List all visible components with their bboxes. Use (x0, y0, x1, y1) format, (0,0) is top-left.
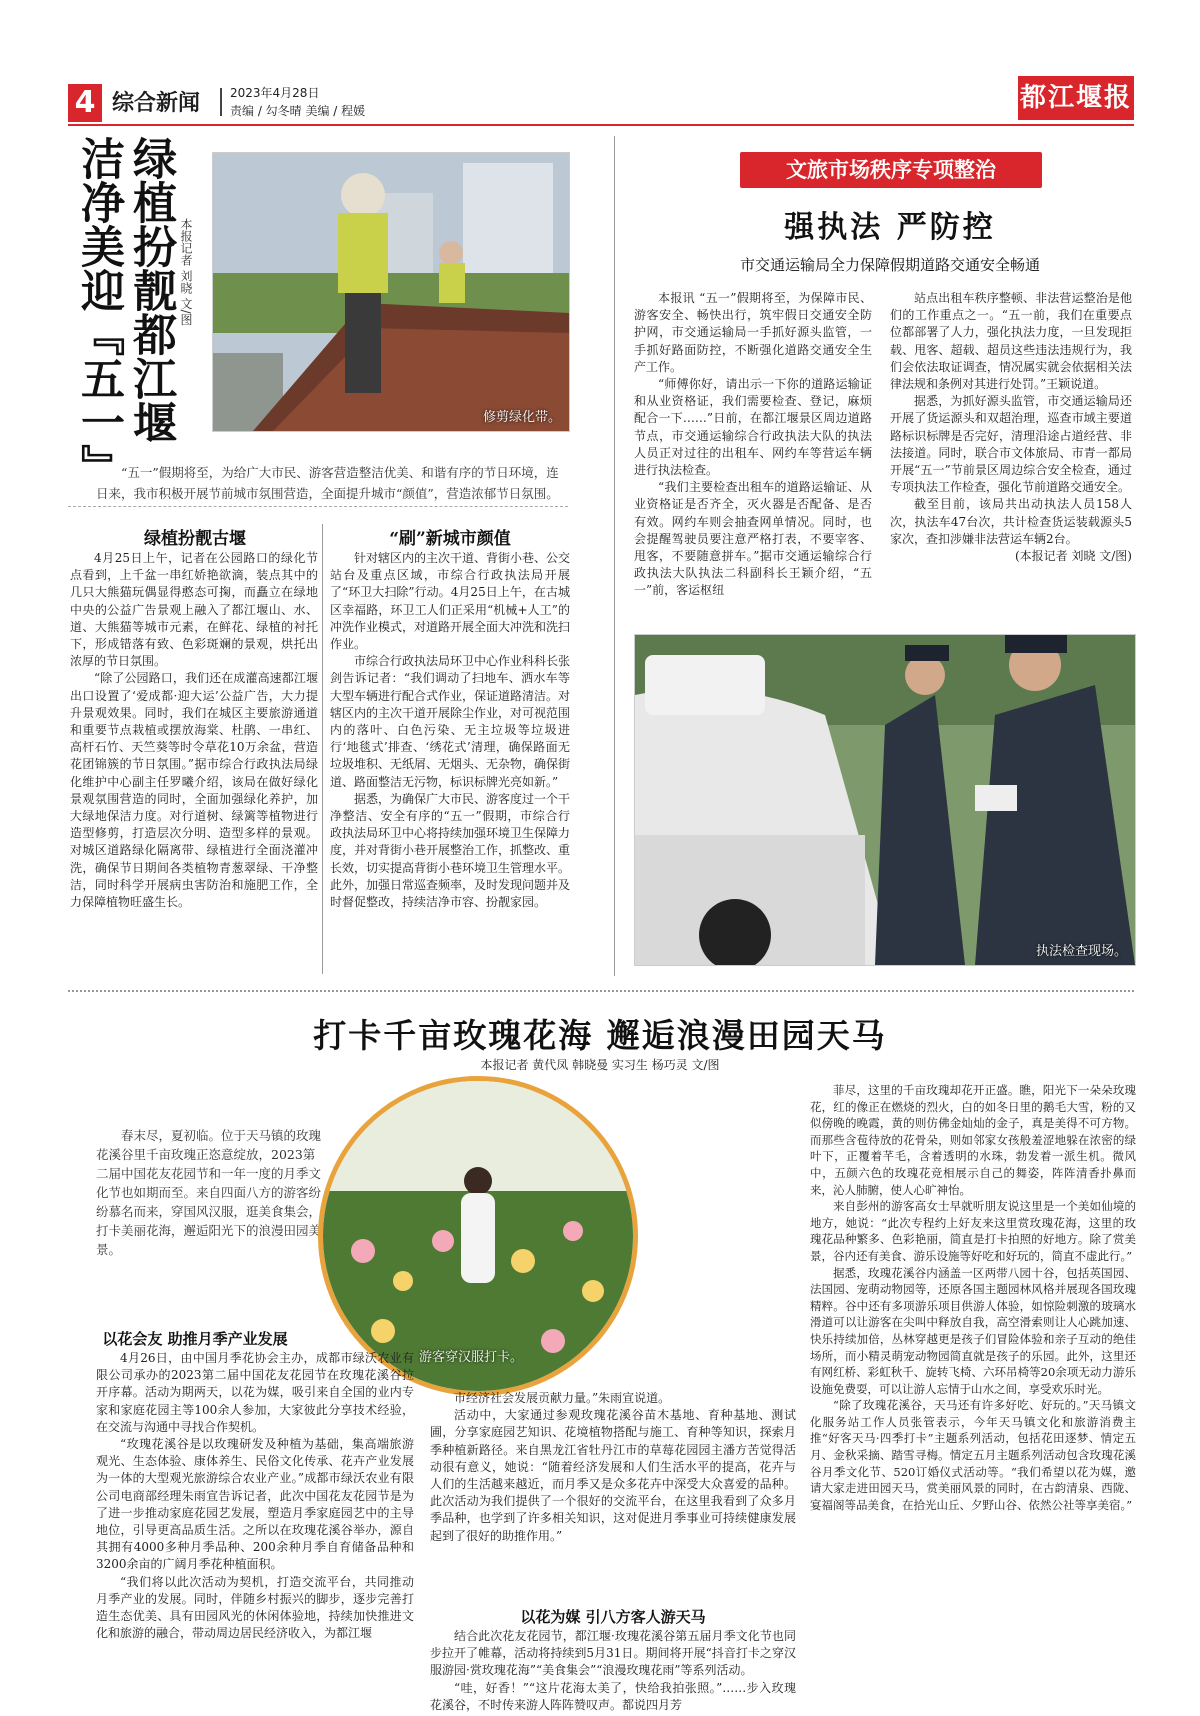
story3-byline: 本报记者 黄代凤 韩晓曼 实习生 杨巧灵 文/图 (480, 1058, 720, 1072)
story1-headline: 绿植扮靓都江堰 洁净美迎『五一』 (73, 136, 176, 488)
paragraph: 4月25日上午，记者在公园路口的绿化节点看到，上千盆一串红娇艳欲滴，装点其中的几只大熊猫玩偶显得憨态可掬，而矗立在绿地中央的公益广告景观上融入了都江堰山、水、道、大熊猫等城市元素，在鲜花、绿植的衬托下，形成错落有致、色彩斑斓的景观，烘托出浓厚的节日氛围。 (70, 551, 318, 669)
issue-date: 2023年4月28日 (230, 86, 320, 100)
story2-banner: 文旅市场秩序专项整治 (740, 152, 1042, 188)
story2-subheadline: 市交通运输局全力保障假期道路交通安全畅通 (739, 256, 1040, 274)
story2-photo (634, 634, 1136, 966)
paragraph: 菲尽，这里的千亩玫瑰却花开正盛。瞧，阳光下一朵朵玫瑰花，红的像正在燃烧的烈火，白的如冬日里的鹅毛大雪，粉的又似傍晚的晚霞，黄的则仿佛金灿灿的金子，真是美得不可方物。而那些含苞待放的花骨朵，则如邻家女孩般羞涩地躲在浓密的绿叶下，正覆着芊毛，含着透明的水珠，勃发着一派生机。微风中，五颜六色的玫瑰花竞相展示自己的舞姿，阵阵清香扑鼻而来，沁人肺腑，使人心旷神怡。 (810, 1083, 1136, 1197)
story1-subhead-2: “刷”新城市颜值 (389, 529, 511, 549)
paragraph: “除了公园路口，我们还在成灌高速都江堰出口设置了‘爱成都·迎大运’公益广告，大力提升景观效果。同时，我们在城区主要旅游通道和重要节点栽植或摆放海棠、杜鹃、一串红、高杆石竹、天竺葵等时令草花10万余盆，营造花团锦簇的节日氛围。”据市综合行政执法局绿化维护中心副主任罗曦介绍，该局在做好绿化景观氛围营造的同时，全面加强绿化养护，加大绿地保洁力度。对行道树、绿篱等植物进行造型修剪，打造层次分明、造型多样的景观。对城区道路绿化隔离带、绿植进行全面浇灌冲洗，确保节日期间各类植物青葱翠绿、干净整洁，同时科学开展病虫害防治和施肥工作，全力保障植物旺盛生长。 (70, 671, 318, 910)
story3-column-2 (430, 1390, 796, 1545)
story3-column-2b (430, 1628, 796, 1714)
paragraph: 市综合行政执法局环卫中心作业科科长张剑告诉记者：“我们调动了扫地车、洒水车等大型车辆进行配合式作业，保证道路清洁。对辖区内的主次干道开展除尘作业，对可视范围内的落叶、白色污染、无主垃圾等垃圾进行‘地毯式’排查、‘绣花式’清理，确保路面无垃圾堆积、无纸屑、无烟头、无杂物，确保街道、路面整洁无污物，标识标牌光亮如新。” (330, 654, 571, 789)
paragraph: “哇，好香！”“这片花海太美了，快给我拍张照。”……步入玫瑰花溪谷，不时传来游人阵阵赞叹声。都说四月芳 (430, 1680, 796, 1712)
paragraph: “我们将以此次活动为契机，打造交流平台，共同推动月季产业的发展。同时，伴随乡村振兴的脚步，逐步完善打造生态优美、具有田园风光的休闲体验地，持续加快推进文化和旅游的融合，带动周边居民经济收入，为都江堰 (96, 1574, 414, 1641)
section-name: 综合新闻 (112, 91, 201, 116)
story3-subhead-1: 以花会友 助推月季产业发展 (102, 1330, 288, 1348)
page-divider (68, 990, 1134, 992)
rose-garden-photo (323, 1081, 633, 1391)
paragraph: “师傅你好，请出示一下你的道路运输证和从业资格证，我们需要检查、登记，麻烦配合一下……”日前，在都江堰景区周边道路节点，市交通运输综合行政执法大队的执法人员正对过往的出租车、网约车等营运车辆进行执法检查。 (634, 377, 872, 478)
gardener-photo (213, 153, 569, 431)
story1-subhead-1: 绿植扮靓古堰 (144, 529, 246, 549)
story2-column-1 (634, 290, 872, 600)
column-divider (322, 524, 323, 974)
story2-photo-caption: 执法检查现场。 (1035, 944, 1127, 959)
story3-headline: 打卡千亩玫瑰花海 邂逅浪漫田园天马 (313, 1016, 887, 1055)
paragraph: 据悉，为抓好源头监管，市交通运输局还开展了货运源头和双超治理，巡查市域主要道路标识标牌是否完好，清理沿途占道经营、非法接道。同时，联合市文体旅局、市青一都局开展“五一”节前景区周边综合安全检查，通过专项执法工作检查，强化节前道路交通安全。 (890, 394, 1132, 495)
story3-column-3 (810, 1082, 1136, 1513)
paragraph: 结合此次花友花园节，都江堰·玫瑰花溪谷第五届月季文化节也同步拉开了帷幕，活动将持续到5月31日。期间将开展“抖音打卡之穿汉服游园·赏玫瑰花海”“美食集会”“浪漫玫瑰花雨”等系列活动。 (430, 1629, 796, 1678)
page-number: 4 (68, 84, 102, 122)
inspection-photo (635, 635, 1135, 965)
story2-credit: (本报记者 刘晓 文/图) (1014, 549, 1132, 564)
paragraph: 针对辖区内的主次干道、背街小巷、公交站台及重点区域，市综合行政执法局开展了“环卫大扫除”行动。4月25日上午，在古城区幸福路，环卫工人们正采用“机械+人工”的冲洗作业模式，对道路开展全面大冲洗和洗扫作业。 (330, 551, 571, 652)
paragraph: 截至目前，该局共出动执法人员158人次，执法车47台次，共计检查货运装载源头5家次，查扣涉嫌非法营运车辆2台。 (890, 497, 1132, 546)
editors: 责编 / 勾冬晴 美编 / 程媛 (230, 104, 366, 118)
divider (68, 506, 568, 507)
story2-headline: 强执法 严防控 (784, 210, 996, 245)
newspaper-logo: 都江堰报 (1018, 76, 1134, 120)
story1-byline: 本报记者 刘晓 文/图 (179, 218, 193, 326)
story1-photo (212, 152, 570, 432)
story2-column-2 (890, 290, 1132, 565)
story3-intro: 春末尽，夏初临。位于天马镇的玫瑰花溪谷里千亩玫瑰正恣意绽放，2023第二届中国花友花园节和一年一度的月季文化节也如期而至。来自四面八方的游客纷纷慕名而来，穿国风汉服，逛美食集会，打卡美丽花海，邂逅阳光下的浪漫田园美景。 (96, 1128, 322, 1257)
paragraph: 4月26日，由中国月季花协会主办，成都市绿沃农业有限公司承办的2023第二届中国花友花园节在玫瑰花溪谷拉开序幕。活动为期两天，以花为媒，吸引来自全国的业内专家和家庭花园主等100余人参加，大家彼此分享技术经验，在交流与沟通中寻找合作契机。 (96, 1351, 414, 1434)
story3-photo (318, 1076, 638, 1396)
paragraph: 来自彭州的游客高女士早就听朋友说这里是一个美如仙境的地方，她说：“此次专程约上好友来这里赏玫瑰花海，这里的玫瑰花品种繁多、色彩艳丽，简直是打卡拍照的好地方。除了赏美景，谷内还有美食、游乐设施等好吃和好玩的，简直不虚此行。” (810, 1199, 1136, 1263)
story3-subhead-2: 以花为媒 引八方客人游天马 (520, 1608, 706, 1626)
paragraph: “玫瑰花溪谷是以玫瑰研发及种植为基础，集高端旅游观光、生态体验、康体养生、民俗文化传承、花卉产业发展为一体的大型观光旅游综合农业产业。”成都市绿沃农业有限公司电商部经理朱雨宣告诉记者，此次中国花友花园节是为了进一步推动家庭花园艺发展，塑造月季家庭园艺中的主导地位，引导更高品质生活。之所以在玫瑰花溪谷举办，源自其拥有4000多种月季品种、200余种月季自育储备品种和3200余亩的广阔月季花种植面积。 (96, 1437, 414, 1572)
story1-column-1 (70, 550, 318, 911)
story3-photo-caption: 游客穿汉服打卡。 (419, 1350, 524, 1365)
paragraph: 据悉，为确保广大市民、游客度过一个干净整洁、安全有序的“五一”假期，市综合行政执法局环卫中心将持续加强环境卫生保障力度，并对背街小巷开展整治工作，抓整改、重长效，切实提高背街小巷环境卫生管理水平。此外，加强日常巡查频率，及时发现问题并及时督促整改，持续洁净市容、扮靓家园。 (330, 791, 571, 910)
section-divider (614, 136, 615, 976)
masthead-divider (220, 88, 222, 116)
paragraph: “我们主要检查出租车的道路运输证、从业资格证是否齐全，灭火器是否配备、是否有效。网约车则会抽查网单情况。同时，也会提醒驾驶员要注意严格打表，不要宰客、甩客，不要随意拼车。”据市交通运输综合行政执法大队执法二科副科长王颖介绍，“五一”前，客运枢纽 (634, 480, 872, 598)
story1-column-2 (330, 550, 570, 911)
paragraph: 活动中，大家通过参观玫瑰花溪谷苗木基地、育种基地、测试圃，分享家庭园艺知识、花境植物搭配与施工、育种等知识，探索月季种植新路径。来自黑龙江省牡丹江市的草莓花园园主潘方苦觉得活动很有意义，她说：“随着经济发展和人们生活水平的提高，花卉与人们的生活越来越近，而月季又是众多花卉中深受大众喜爱的品种。此次活动为我们提供了一个很好的交流平台，在这里我看到了众多月季品种，也学到了许多相关知识，这对促进月季事业可持续健康发展起到了很好的助推作用。” (430, 1408, 796, 1543)
paragraph: 市经济社会发展贡献力量。”朱雨宣说道。 (454, 1391, 671, 1405)
story1-intro: “五一”假期将至，为给广大市民、游客营造整洁优美、和谐有序的节日环境，连日来，我市积极开展节前城市氛围营造，全面提升城市“颜值”，营造浓郁节日氛围。 (96, 465, 559, 501)
paragraph: 站点出租车秩序整顿、非法营运整治是他们的工作重点之一。“五一前，我们在重要点位都部署了人力，强化执法力度，一旦发现拒载、甩客、超载、超员这些违法违规行为，我们会依法取证调查，情况属实就会依据相关法律法规和条例对其进行处罚。”王颖说道。 (890, 291, 1132, 392)
story1-photo-caption: 修剪绿化带。 (482, 410, 561, 425)
paragraph: 本报讯 “五一”假期将至，为保障市民、游客安全、畅快出行，筑牢假日交通安全防护网，市交通运输局一手抓好源头监管，一手抓好路面防控，不断强化道路交通安全生产工作。 (634, 291, 872, 374)
masthead-rule (68, 124, 1134, 126)
story3-column-1 (96, 1350, 414, 1642)
paragraph: 据悉，玫瑰花溪谷内涵盖一区两带八园十谷，包括英国园、法国园、宠萌动物园等，还原各国主题园林风格并展现各国玫瑰精粹。谷中还有多项游乐项目供游人体验，如惊险刺激的玻璃水滑道可以让游客在尖叫中释放自我，高空滑索则让人心跳加速、快乐持续加倍，丛林穿越更是孩子们冒险体验和亲子互动的绝佳场所，而小精灵萌宠动物园简直就是孩子的乐园。此外，这里还有网红桥、彩虹秋千、旋转飞椅、六环吊椅等20余项无动力游乐设施免费耍，可以让游人忘情于山水之间，享受欢乐时光。 (810, 1265, 1136, 1396)
paragraph: “除了玫瑰花溪谷，天马还有许多好吃、好玩的。”天马镇文化服务站工作人员张管表示，今年天马镇文化和旅游消费主推“好客天马·四季打卡”主题系列活动，包括花田逐梦、情定五月、金秋采摘、踏雪寻梅。情定五月主题系列活动包含玫瑰花溪谷月季文化节、520订婚仪式活动等。“我们希望以花为媒，邀请大家走进田园天马，赏美丽风景的同时，在古韵清泉、西陇、宴福阁等品美食，在拾光山丘、夕野山谷、依然公社等享美宿。” (810, 1398, 1136, 1512)
